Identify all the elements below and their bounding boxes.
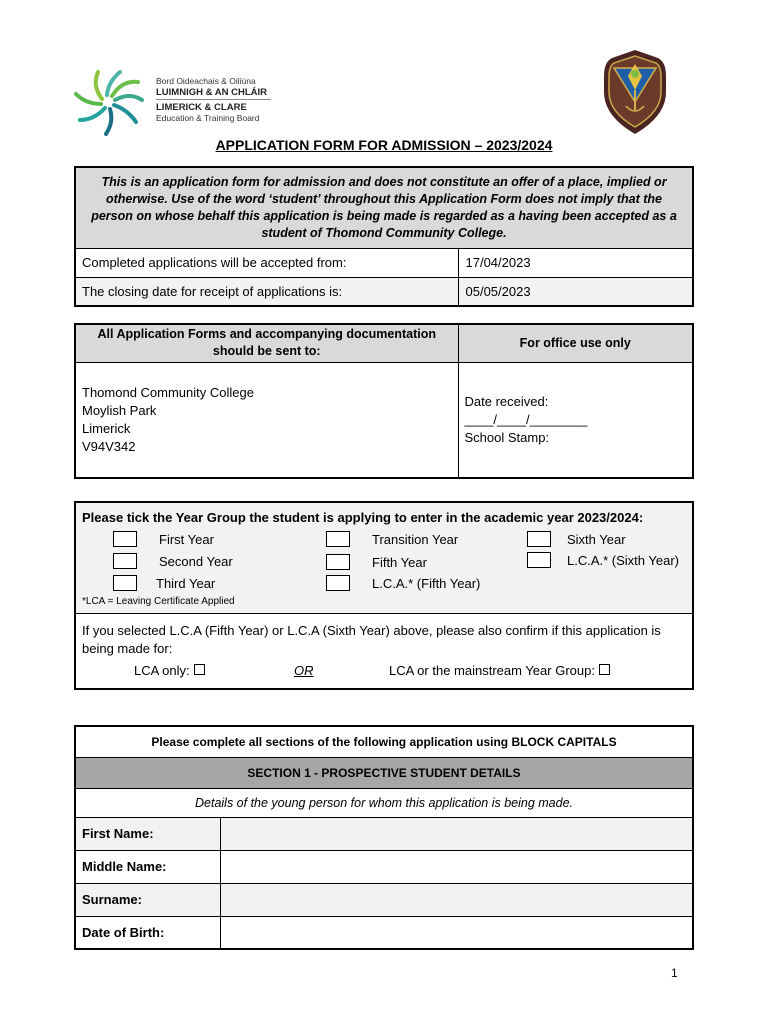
student-details-table [74, 725, 694, 950]
checkbox[interactable] [113, 553, 137, 569]
checkbox[interactable] [326, 554, 350, 570]
lca-only-option[interactable] [134, 663, 205, 678]
accept-from-label: Completed applications will be accepted from: [75, 248, 458, 277]
first-name-field[interactable] [220, 817, 693, 850]
etb-logo [72, 66, 282, 136]
closing-date-label: The closing date for receipt of applications is: [75, 277, 458, 306]
lca-only-checkbox[interactable] [194, 664, 205, 675]
checkbox[interactable] [527, 552, 551, 568]
or-label: OR [294, 663, 314, 678]
lca-options [76, 663, 692, 681]
year-group-question: Please tick the Year Group the student is applying to enter in the academic year 2023/2024: [82, 510, 644, 525]
address-line: Limerick [82, 420, 131, 436]
lca-confirm-question: If you selected L.C.A (Fifth Year) or L.C.A (Sixth Year) above, please also confirm if this application is being made for: [82, 623, 661, 656]
closing-date-value: 05/05/2023 [458, 277, 693, 306]
address-line: Moylish Park [82, 402, 157, 418]
date-received-label: Date received: [464, 393, 549, 409]
office-use-area [458, 362, 693, 478]
block-capitals-instruction: Please complete all sections of the following application using BLOCK CAPITALS [75, 726, 693, 757]
section1-title: SECTION 1 - PROSPECTIVE STUDENT DETAILS [75, 757, 693, 788]
surname-field[interactable] [220, 883, 693, 916]
lca-footnote: *LCA = Leaving Certificate Applied [82, 596, 235, 607]
first-name-label: First Name: [75, 817, 220, 850]
crest-icon [600, 46, 670, 138]
year-group-section: Please tick the Year Group the student is applying to enter in the academic year 2023/2024: First Year Second Year Third Year Transition Year Fifth Year L.C.A.* (Fifth Year) Sixth Year L.C.A.* (Sixth Year) *LCA = Leaving Certificate Applied If you selected L.C.A (Fifth Year) or L.C.A (Sixth Year) above, please also confirm if this application is being made for: LCA only: OR LCA or the mainstream Year Group: [74, 501, 694, 690]
checkbox[interactable] [326, 575, 350, 591]
section1-details: Details of the young person for whom this application is being made. [75, 788, 693, 817]
middle-name-field[interactable] [220, 850, 693, 883]
surname-label: Surname: [75, 883, 220, 916]
checkbox[interactable] [527, 531, 551, 547]
accept-from-date: 17/04/2023 [458, 248, 693, 277]
page-number: 1 [671, 966, 678, 980]
etb-line-4: Education & Training Board [156, 113, 260, 123]
middle-name-label: Middle Name: [75, 850, 220, 883]
checkbox[interactable] [326, 531, 350, 547]
date-received-blank[interactable]: ____/____/________ [464, 411, 588, 427]
lca-mainstream-label: LCA or the mainstream Year Group: [389, 663, 595, 678]
checkbox[interactable] [113, 575, 137, 591]
lca-only-label: LCA only: [134, 663, 190, 678]
checkbox[interactable] [113, 531, 137, 547]
address-line: V94V342 [82, 438, 136, 454]
school-stamp-label: School Stamp: [464, 429, 550, 445]
lca-mainstream-option[interactable] [389, 663, 610, 678]
notice-table [74, 166, 694, 307]
etb-line-3: LIMERICK & CLARE [156, 102, 247, 113]
form-title: APPLICATION FORM FOR ADMISSION – 2023/2024 [215, 137, 553, 153]
office-use-header: For office use only [458, 324, 693, 362]
send-to-header: All Application Forms and accompanying documentation should be sent to: [75, 324, 458, 362]
address-line: Thomond Community College [82, 384, 254, 400]
dob-field[interactable] [220, 916, 693, 949]
etb-swirl-icon [72, 68, 144, 136]
dob-label: Date of Birth: [75, 916, 220, 949]
school-crest-logo [600, 46, 670, 138]
etb-line-1: Bord Oideachais & Oiliúna [156, 76, 256, 86]
admission-notice: This is an application form for admission and does not constitute an offer of a place, implied or otherwise. Use of the word ‘student’ throughout this Application Form does not imply that the person on whose behalf this application is being made is regarded as a having been accepted as a student of Thomond Community College. [75, 167, 693, 248]
college-address [75, 362, 458, 478]
send-to-table [74, 323, 694, 479]
lca-mainstream-checkbox[interactable] [599, 664, 610, 675]
etb-line-2: LUIMNIGH & AN CHLÁIR [156, 87, 267, 98]
